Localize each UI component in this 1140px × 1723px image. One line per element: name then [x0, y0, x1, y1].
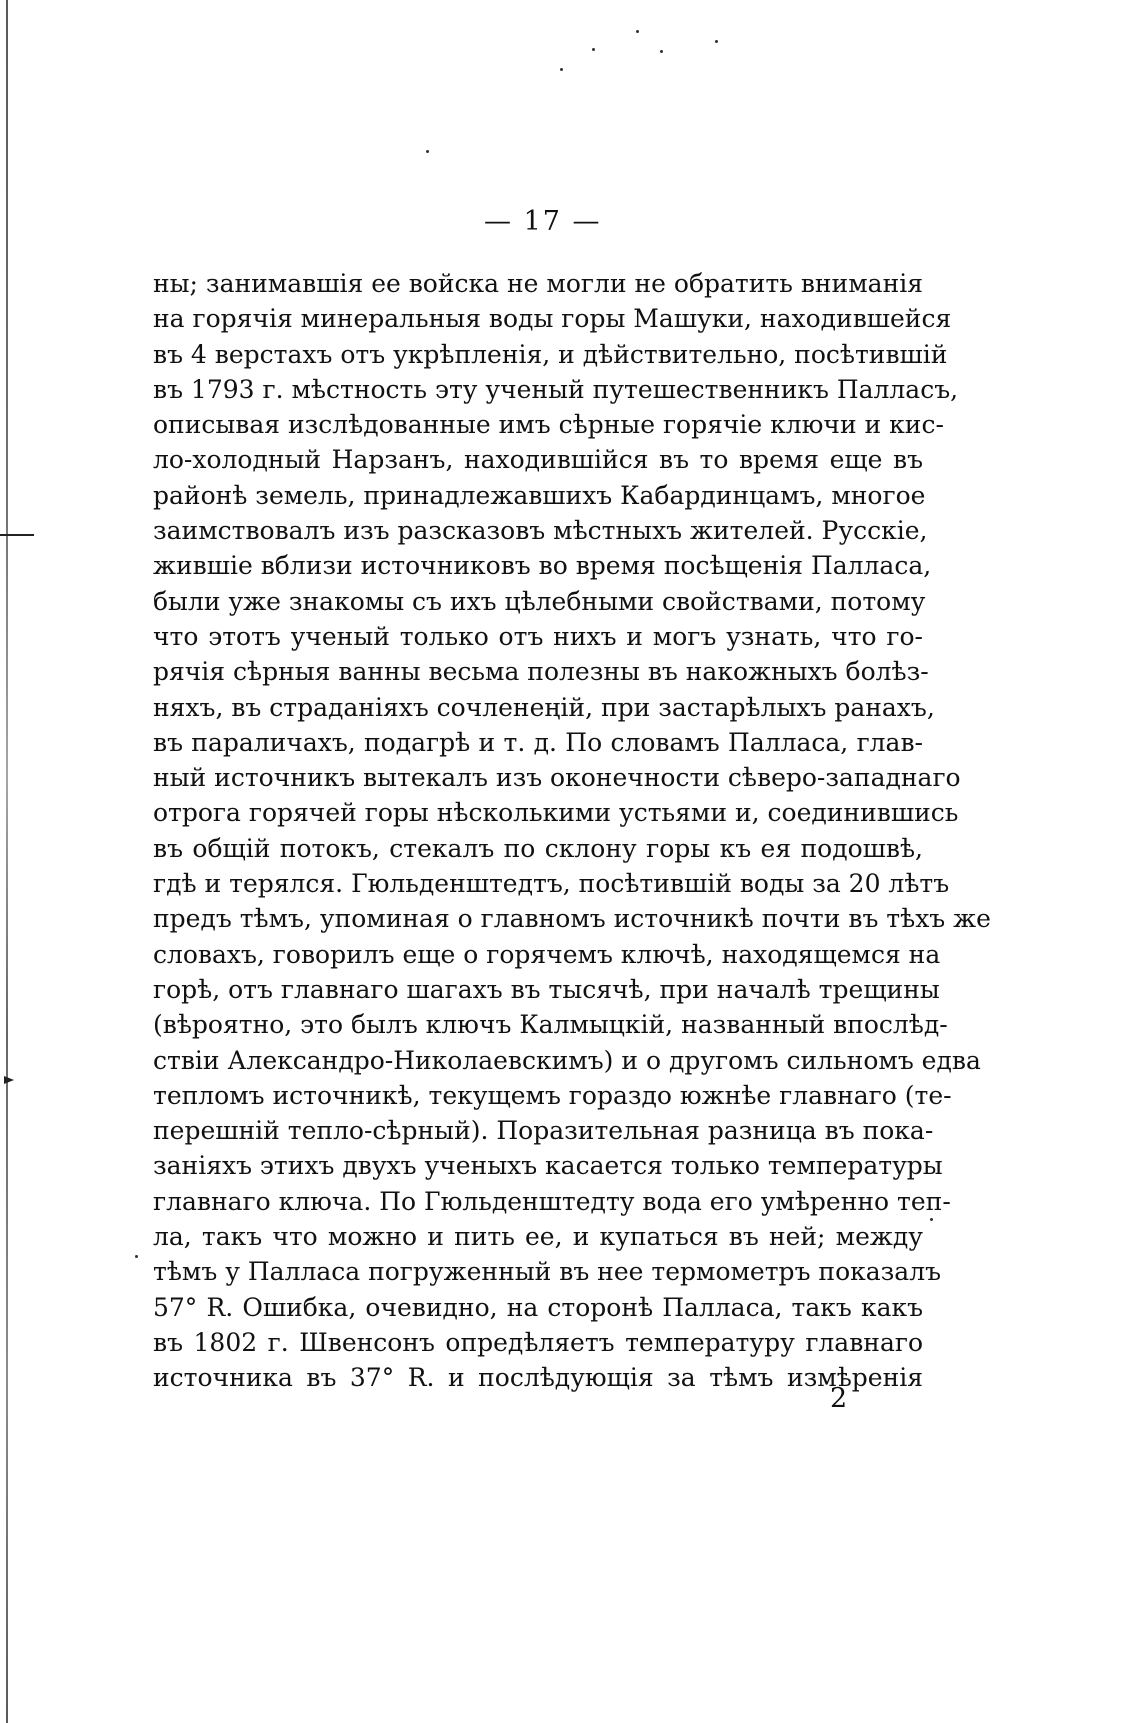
text-line: горѣ, отъ главнаго шагахъ въ тысячѣ, при началѣ трещины	[153, 974, 940, 1004]
text-line: словахъ, говорилъ еще о горячемъ ключѣ, находящемся на	[153, 939, 941, 969]
text-line: отрога горячей горы нѣсколькими устьями и, соединившись	[153, 798, 959, 828]
text-line: заніяхъ этихъ двухъ ученыхъ касается только температуры	[153, 1151, 943, 1181]
scan-speck	[592, 48, 595, 51]
text-line: въ параличахъ, подагрѣ и т. д. По словамъ Палласа, глав-	[153, 727, 923, 757]
text-line: гдѣ и терялся. Гюльденштедтъ, посѣтившій воды за 20 лѣтъ	[153, 869, 950, 899]
text-line: предъ тѣмъ, упоминая о главномъ источникѣ почти въ тѣхъ же	[153, 904, 991, 934]
signature-mark: 2	[830, 1383, 848, 1414]
scan-speck	[715, 40, 718, 43]
scan-speck	[135, 1255, 138, 1258]
text-line: жившіе вблизи источниковъ во время посѣщенія Палласа,	[153, 551, 932, 581]
text-line: ный источникъ вытекалъ изъ оконечности сѣверо-западнаго	[153, 763, 961, 793]
edge-arrow-mark	[4, 1076, 14, 1084]
text-line: няхъ, въ страданіяхъ сочленеңій, при застарѣлыхъ ранахъ,	[153, 692, 935, 722]
text-line: заимствовалъ изъ разсказовъ мѣстныхъ жителей. Русскіе,	[153, 516, 928, 546]
text-line: что этотъ ученый только отъ нихъ и могъ узнать, что го-	[153, 621, 923, 651]
text-line: рячія сѣрныя ванны весьма полезны въ накожныхъ болѣз-	[153, 657, 929, 687]
binding-edge	[6, 0, 8, 1723]
scan-speck	[660, 50, 663, 53]
text-line: были уже знакомы съ ихъ цѣлебными свойствами, потому	[153, 586, 926, 616]
body-text	[153, 266, 991, 1396]
text-line: тѣмъ у Палласа погруженный въ нее термометръ показалъ	[153, 1257, 941, 1287]
text-line: районѣ земель, принадлежавшихъ Кабардинцамъ, многое	[153, 480, 926, 510]
text-line: (вѣроятно, это былъ ключъ Калмыцкій, названный впослѣд-	[153, 1010, 948, 1040]
edge-tick-mark	[0, 534, 34, 536]
text-line: въ 4 верстахъ отъ укрѣпленія, и дѣйствительно, посѣтившій	[153, 339, 948, 369]
text-line: въ 1793 г. мѣстность эту ученый путешественникъ Палласъ,	[153, 374, 959, 404]
text-line: въ общій потокъ, стекалъ по склону горы къ ея подошвѣ,	[153, 833, 923, 863]
text-line: ствіи Александро-Николаевскимъ) и о другомъ сильномъ едва	[153, 1045, 981, 1075]
text-line: источника въ 37° R. и послѣдующія за тѣмъ измѣренія	[153, 1363, 923, 1393]
text-line: ло-холодный Нарзанъ, находившійся въ то время еще въ	[153, 445, 923, 475]
scan-speck	[426, 150, 429, 153]
text-line: ны; занимавшія ее войска не могли не обратить вниманія	[153, 269, 923, 298]
text-line: на горячія минеральныя воды горы Машуки, находившейся	[153, 304, 952, 334]
text-line: описывая изслѣдованные имъ сѣрные горячіе ключи и кис-	[153, 410, 944, 440]
text-line: главнаго ключа. По Гюльденштедту вода его умѣренно теп-	[153, 1186, 951, 1216]
scan-speck	[636, 30, 639, 33]
text-line: перешній тепло-сѣрный). Поразительная разница въ пока-	[153, 1116, 934, 1146]
text-line: тепломъ источникѣ, текущемъ гораздо южнѣе главнаго (те-	[153, 1080, 952, 1110]
text-line: 57° R. Ошибка, очевидно, на сторонѣ Палласа, такъ какъ	[153, 1292, 923, 1322]
page-number: — 17 —	[484, 206, 602, 237]
scan-speck	[560, 68, 563, 71]
text-line: ла, такъ что можно и пить ее, и купаться въ ней; между	[153, 1222, 923, 1252]
text-line: въ 1802 г. Швенсонъ опредѣляетъ температуру главнаго	[153, 1327, 923, 1357]
scan-speck	[930, 1218, 933, 1221]
